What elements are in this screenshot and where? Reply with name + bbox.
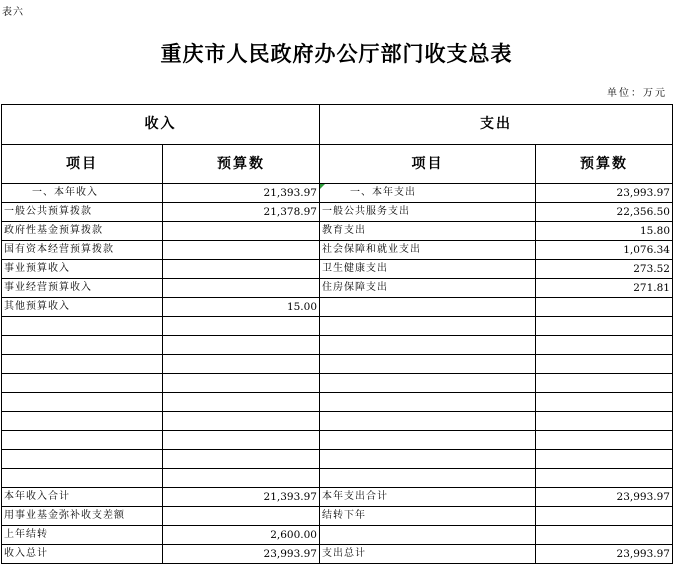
income-item-cell	[2, 374, 163, 393]
income-item-cell	[2, 412, 163, 431]
expense-group-header: 支出	[320, 105, 673, 145]
group-header-row	[2, 105, 673, 145]
budget-table	[1, 104, 673, 564]
expense-item-header: 项目	[320, 145, 536, 184]
expense-value-cell	[536, 469, 673, 488]
expense-item-cell	[320, 526, 536, 545]
expense-item-cell: 结转下年	[320, 507, 536, 526]
table-row	[2, 469, 673, 488]
income-value-cell	[163, 260, 320, 279]
table-row	[2, 260, 673, 279]
income-item-cell: 其他预算收入	[2, 298, 163, 317]
income-item-cell	[2, 317, 163, 336]
table-row	[2, 279, 673, 298]
table-row	[2, 450, 673, 469]
income-item-cell: 收入总计	[2, 545, 163, 564]
income-item-cell: 用事业基金弥补收支差额	[2, 507, 163, 526]
income-value-cell	[163, 317, 320, 336]
table-row	[2, 431, 673, 450]
income-item-cell	[2, 431, 163, 450]
income-value-cell	[163, 450, 320, 469]
income-value-cell	[163, 336, 320, 355]
income-value-cell	[163, 469, 320, 488]
table-row	[2, 545, 673, 564]
table-row	[2, 336, 673, 355]
income-value-cell	[163, 412, 320, 431]
sheet-label: 表六	[2, 7, 24, 18]
expense-value-cell	[536, 393, 673, 412]
expense-item-cell	[320, 450, 536, 469]
cell-comment-marker-icon	[320, 184, 325, 189]
income-value-cell	[163, 431, 320, 450]
income-item-cell	[2, 336, 163, 355]
income-item-cell	[2, 469, 163, 488]
expense-item-cell	[320, 431, 536, 450]
income-value-cell	[163, 241, 320, 260]
income-item-cell: 国有资本经营预算拨款	[2, 241, 163, 260]
table-row	[2, 393, 673, 412]
column-header-row	[2, 145, 673, 184]
table-row	[2, 507, 673, 526]
income-item-cell	[2, 450, 163, 469]
expense-item-cell	[320, 298, 536, 317]
expense-item-cell	[320, 469, 536, 488]
expense-value-cell	[536, 317, 673, 336]
expense-value-cell	[536, 412, 673, 431]
expense-value-cell	[536, 336, 673, 355]
expense-value-cell	[536, 355, 673, 374]
expense-item-cell: 支出总计	[320, 545, 536, 564]
expense-budget-header: 预算数	[536, 145, 673, 184]
income-value-cell: 2,600.00	[163, 526, 320, 545]
expense-value-cell: 22,356.50	[536, 203, 673, 222]
table-row	[2, 241, 673, 260]
expense-value-cell	[536, 450, 673, 469]
expense-item-cell	[320, 317, 536, 336]
income-item-cell: 本年收入合计	[2, 488, 163, 507]
expense-item-cell	[320, 336, 536, 355]
expense-item-cell: 住房保障支出	[320, 279, 536, 298]
income-item-cell: 事业预算收入	[2, 260, 163, 279]
table-row	[2, 355, 673, 374]
table-row	[2, 317, 673, 336]
report-title: 重庆市人民政府办公厅部门收支总表	[160, 41, 513, 66]
income-group-header: 收入	[2, 105, 320, 145]
income-value-cell: 21,378.97	[163, 203, 320, 222]
expense-value-cell: 23,993.97	[536, 184, 673, 203]
expense-value-cell	[536, 431, 673, 450]
table-row	[2, 298, 673, 317]
expense-value-cell: 271.81	[536, 279, 673, 298]
expense-item-cell: 一、本年支出	[320, 184, 536, 203]
expense-value-cell: 15.80	[536, 222, 673, 241]
table-row	[2, 184, 673, 203]
income-value-cell: 21,393.97	[163, 184, 320, 203]
table-row	[2, 488, 673, 507]
expense-value-cell	[536, 374, 673, 393]
expense-item-cell: 本年支出合计	[320, 488, 536, 507]
income-value-cell: 21,393.97	[163, 488, 320, 507]
income-value-cell	[163, 222, 320, 241]
expense-item-cell: 一般公共服务支出	[320, 203, 536, 222]
income-value-cell: 23,993.97	[163, 545, 320, 564]
expense-value-cell: 1,076.34	[536, 241, 673, 260]
income-item-cell: 事业经营预算收入	[2, 279, 163, 298]
income-item-cell: 上年结转	[2, 526, 163, 545]
income-item-cell	[2, 393, 163, 412]
expense-value-cell	[536, 298, 673, 317]
expense-item-cell	[320, 355, 536, 374]
table-row	[2, 203, 673, 222]
expense-item-cell: 卫生健康支出	[320, 260, 536, 279]
income-item-cell: 一般公共预算拨款	[2, 203, 163, 222]
income-value-cell: 15.00	[163, 298, 320, 317]
unit-note: 单位：万元	[607, 88, 667, 99]
expense-value-cell: 273.52	[536, 260, 673, 279]
income-item-cell: 一、本年收入	[2, 184, 163, 203]
income-item-header: 项目	[2, 145, 163, 184]
expense-value-cell: 23,993.97	[536, 488, 673, 507]
expense-item-cell: 教育支出	[320, 222, 536, 241]
expense-item-cell: 社会保障和就业支出	[320, 241, 536, 260]
expense-item-cell	[320, 412, 536, 431]
income-value-cell	[163, 393, 320, 412]
expense-value-cell	[536, 507, 673, 526]
income-item-cell	[2, 355, 163, 374]
income-value-cell	[163, 279, 320, 298]
budget-table-body	[2, 184, 673, 564]
table-row	[2, 222, 673, 241]
table-row	[2, 374, 673, 393]
income-value-cell	[163, 355, 320, 374]
income-value-cell	[163, 374, 320, 393]
table-row	[2, 412, 673, 431]
expense-item-cell	[320, 374, 536, 393]
expense-item-cell	[320, 393, 536, 412]
expense-value-cell	[536, 526, 673, 545]
expense-value-cell: 23,993.97	[536, 545, 673, 564]
income-value-cell	[163, 507, 320, 526]
table-row	[2, 526, 673, 545]
income-budget-header: 预算数	[163, 145, 320, 184]
income-item-cell: 政府性基金预算拨款	[2, 222, 163, 241]
